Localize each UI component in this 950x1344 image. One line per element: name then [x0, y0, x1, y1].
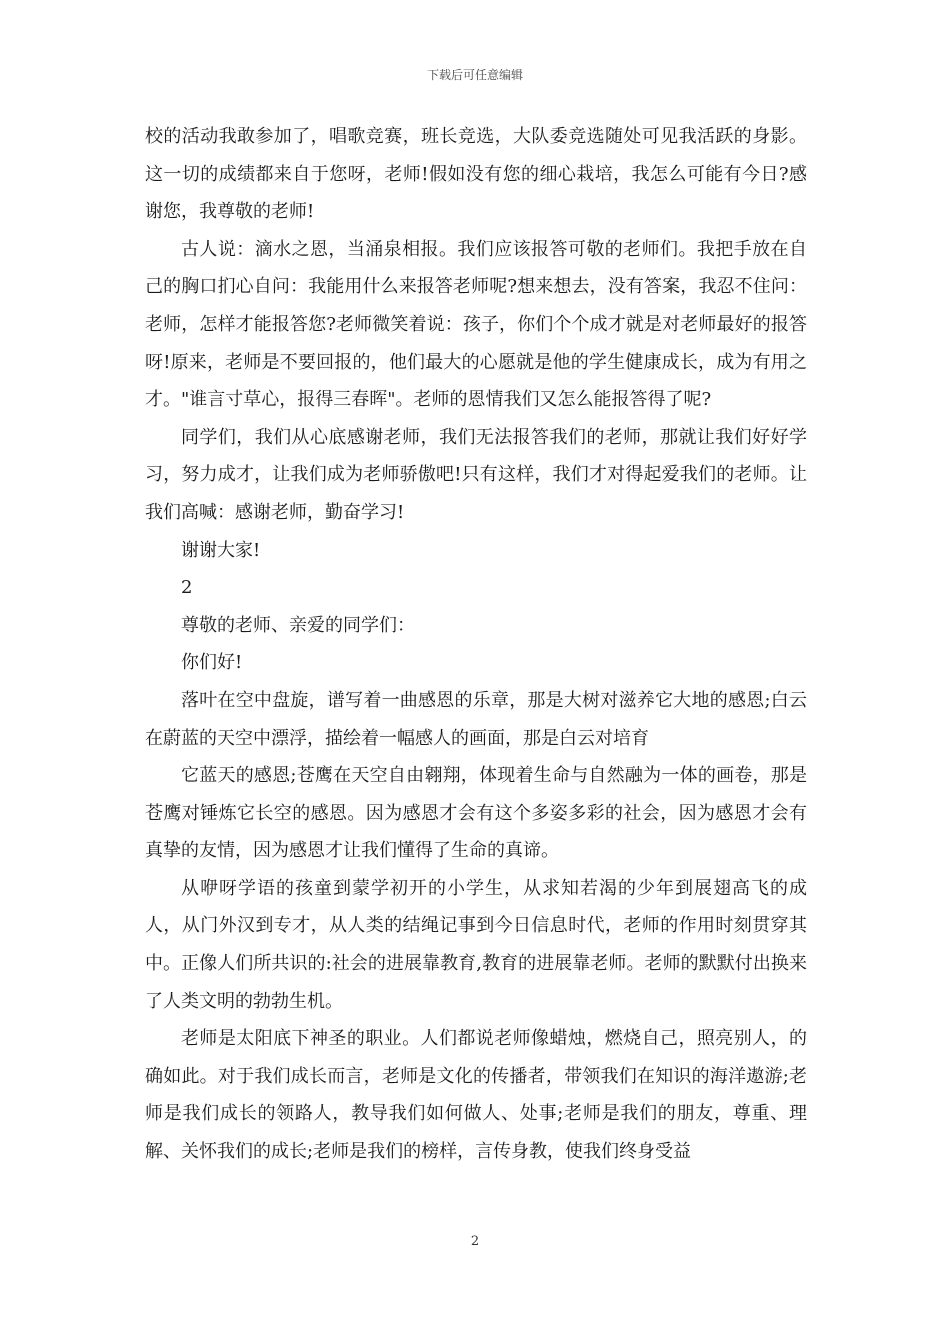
salutation: 尊敬的老师、亲爱的同学们： — [181, 614, 415, 636]
paragraph: 老师是太阳底下神圣的职业。人们都说老师像蜡烛，燃烧自己，照亮别人，的确如此。对于我们成长而言，老师是文化的传播者，带领我们在知识的海洋遨游;老师是我们成长的领路人，教导我们如何做人、处事;老师是我们的朋友，尊重、理解、关怀我们的成长;老师是我们的榜样，言传身教，使我们终身受益 — [145, 1028, 807, 1163]
greeting: 你们好! — [181, 652, 243, 674]
paragraph: 古人说：滴水之恩，当涌泉相报。我们应该报答可敬的老师们。我把手放在自己的胸口扪心自问：我能用什么来报答老师呢?想来想去，没有答案，我忍不住问：老师，怎样才能报答您?老师微笑着说：孩子，你们个个成才就是对老师最好的报答呀!原来，老师是不要回报的，他们最大的心愿就是他的学生健康成长，成为有用之才。"谁言寸草心，报得三春晖"。老师的恩情我们又怎么能报答得了呢? — [145, 238, 807, 411]
section-number: 2 — [181, 577, 193, 599]
paragraph: 谢谢大家! — [181, 539, 261, 561]
paragraph: 它蓝天的感恩;苍鹰在天空自由翱翔，体现着生命与自然融为一体的画卷，那是苍鹰对锤炼它长空的感恩。因为感恩才会有这个多姿多彩的社会，因为感恩才会有真挚的友情，因为感恩才让我们懂得了生命的真谛。 — [145, 765, 807, 862]
page-header: 下载后可任意编辑 — [426, 68, 523, 82]
body-text — [145, 118, 807, 1171]
paragraph: 从咿呀学语的孩童到蒙学初开的小学生，从求知若渴的少年到展翅高飞的成人，从门外汉到专才，从人类的结绳记事到今日信息时代，老师的作用时刻贯穿其中。正像人们所共识的:社会的进展靠教育,教育的进展靠老师。老师的默默付出换来了人类文明的勃勃生机。 — [145, 877, 807, 1012]
paragraph: 校的活动我敢参加了，唱歌竞赛，班长竞选，大队委竞选随处可见我活跃的身影。这一切的成绩都来自于您呀，老师!假如没有您的细心栽培，我怎么可能有今日?感谢您，我尊敬的老师! — [145, 126, 807, 223]
page-number: 2 — [470, 1234, 480, 1249]
paragraph: 同学们，我们从心底感谢老师，我们无法报答我们的老师，那就让我们好好学习，努力成才，让我们成为老师骄傲吧!只有这样，我们才对得起爱我们的老师。让我们高喊：感谢老师，勤奋学习! — [145, 426, 807, 523]
paragraph: 落叶在空中盘旋，谱写着一曲感恩的乐章，那是大树对滋养它大地的感恩;白云在蔚蓝的天空中漂浮，描绘着一幅感人的画面，那是白云对培育 — [145, 689, 807, 749]
